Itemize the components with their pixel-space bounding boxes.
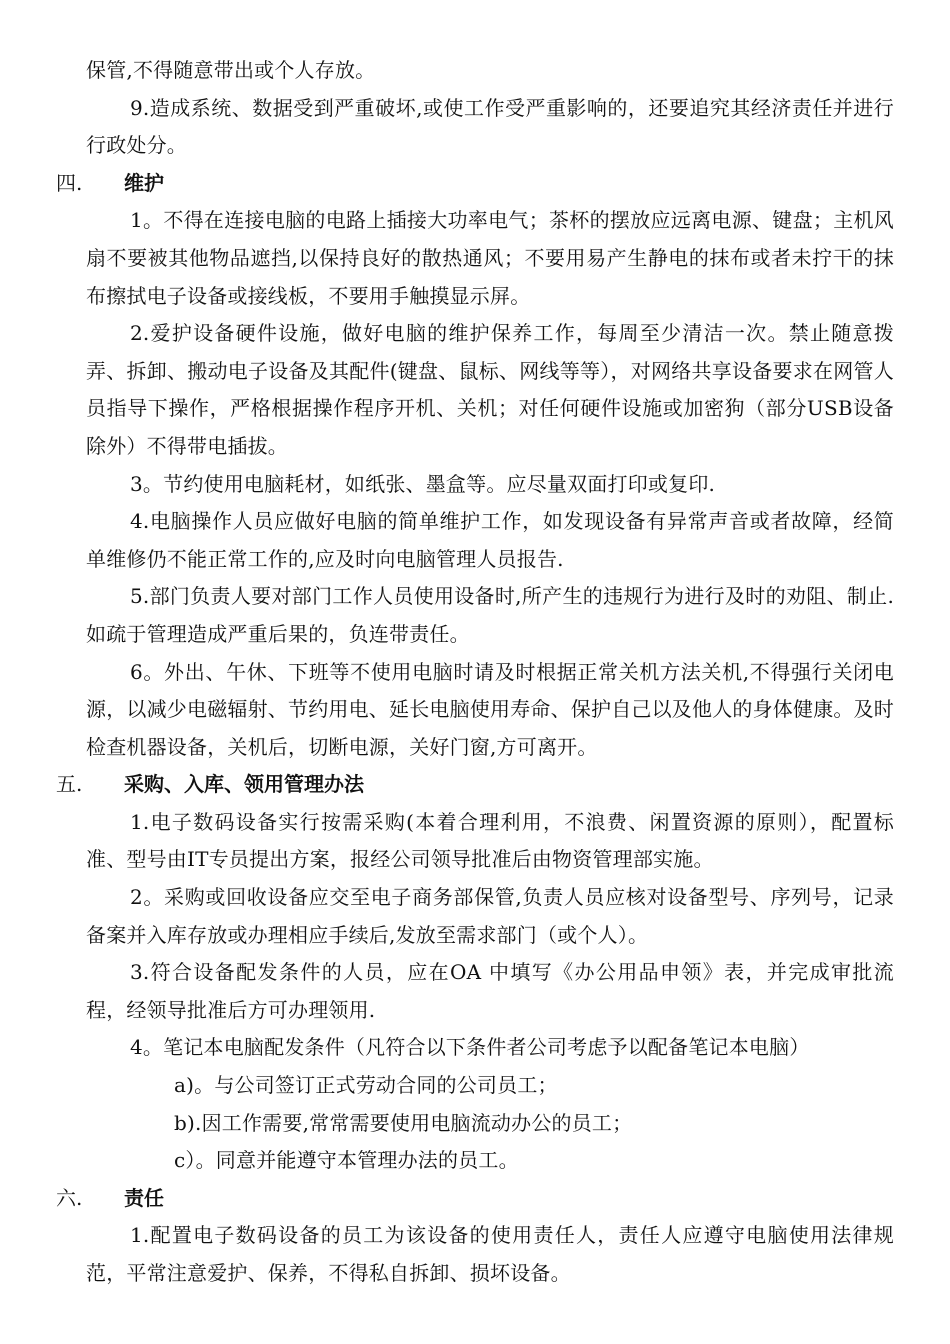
paragraph: 3.符合设备配发条件的人员，应在OA 中填写《办公用品申领》表，并完成审批流程，经领导批准后方可办理领用.	[86, 960, 894, 1022]
section-title: 采购、入库、领用管理办法	[124, 772, 364, 797]
paragraph: 保管,不得随意带出或个人存放。	[86, 58, 376, 82]
paragraph: 1。不得在连接电脑的电路上插接大功率电气；茶杯的摆放应远离电源、键盘；主机风扇不要被其他物品遮挡,以保持良好的散热通风；不要用易产生静电的抹布或者未拧干的抹布擦拭电子设备或接线板，不要用手触摸显示屏。	[86, 208, 894, 308]
list-item: c）。同意并能遵守本管理办法的员工。	[174, 1148, 519, 1173]
list-item: b).因工作需要,常常需要使用电脑流动办公的员工；	[174, 1110, 633, 1135]
paragraph: 6。外出、午休、下班等不使用电脑时请及时根据正常关机方法关机,不得强行关闭电源，以减少电磁辐射、节约用电、延长电脑使用寿命、保护自己以及他人的身体健康。及时检查机器设备，关机后，切断电源，关好门窗,方可离开。	[86, 659, 894, 759]
paragraph: 4.电脑操作人员应做好电脑的简单维护工作，如发现设备有异常声音或者故障，经简单维修仍不能正常工作的,应及时向电脑管理人员报告.	[86, 509, 894, 571]
section-heading	[56, 165, 864, 203]
paragraph: 9.造成系统、数据受到严重破坏,或使工作受严重影响的，还要追究其经济责任并进行行政处分。	[86, 95, 894, 158]
section-title: 责任	[124, 1185, 164, 1210]
section-number: 六.	[56, 1185, 83, 1210]
paragraph: 1.配置电子数码设备的员工为该设备的使用责任人，责任人应遵守电脑使用法律规范，平常注意爱护、保养，不得私自拆卸、损坏设备。	[86, 1223, 894, 1285]
section-heading	[56, 766, 864, 804]
paragraph: 2.爱护设备硬件设施，做好电脑的维护保养工作，每周至少清洁一次。禁止随意拨弄、拆卸、搬动电子设备及其配件(键盘、鼠标、网线等等），对网络共享设备要求在网管人员指导下操作，严格根据操作程序开机、关机；对任何硬件设施或加密狗（部分USB设备除外）不得带电插拔。	[86, 321, 894, 458]
list-item: a)。与公司签订正式劳动合同的公司员工；	[174, 1073, 558, 1098]
paragraph: 1.电子数码设备实行按需采购(本着合理利用，不浪费、闲置资源的原则），配置标准、型号由IT专员提出方案，报经公司领导批准后由物资管理部实施。	[86, 809, 894, 872]
section-heading	[56, 1180, 864, 1218]
paragraph: 2。采购或回收设备应交至电子商务部保管,负责人员应核对设备型号、序列号，记录备案并入库存放或办理相应手续后,发放至需求部门（或个人）。	[86, 885, 894, 947]
section-title: 维护	[124, 170, 164, 195]
paragraph: 4。笔记本电脑配发条件（凡符合以下条件者公司考虑予以配备笔记本电脑）	[130, 1035, 810, 1060]
section-number: 四.	[56, 170, 83, 195]
paragraph: 3。节约使用电脑耗材，如纸张、墨盒等。应尽量双面打印或复印.	[130, 471, 716, 496]
section-number: 五.	[56, 772, 83, 797]
paragraph: 5.部门负责人要对部门工作人员使用设备时,所产生的违规行为进行及时的劝阻、制止.如疏于管理造成严重后果的，负连带责任。	[86, 584, 894, 646]
